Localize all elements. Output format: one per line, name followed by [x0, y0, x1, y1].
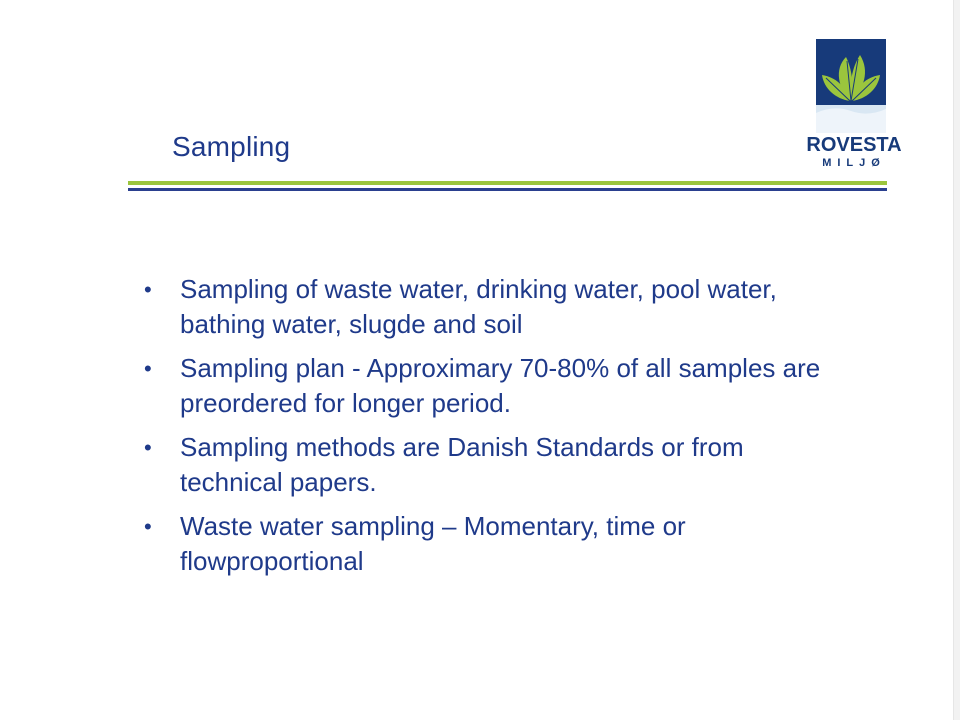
bullet-item	[140, 509, 840, 579]
bullet-text: Sampling plan - Approximary 70-80% of all samples are preordered for longer period.	[180, 353, 821, 418]
bullet-list	[140, 272, 840, 588]
slide-title: Sampling	[172, 131, 291, 162]
bullet-icon: •	[144, 435, 152, 460]
bullet-icon: •	[144, 277, 152, 302]
bullet-item	[140, 351, 840, 421]
logo-name: ROVESTA	[806, 134, 902, 156]
rovesta-logo	[800, 39, 910, 179]
bullet-text: Sampling methods are Danish Standards or from technical papers.	[180, 432, 744, 497]
bullet-text: Waste water sampling – Momentary, time or flowproportional	[180, 511, 686, 576]
bullet-item	[140, 430, 840, 500]
bullet-icon: •	[144, 356, 152, 381]
bullet-icon: •	[144, 514, 152, 539]
logo-subtitle: MILJØ	[822, 157, 886, 169]
slide-edge	[953, 0, 960, 720]
leaf-logo-icon	[816, 39, 886, 133]
bullet-text: Sampling of waste water, drinking water, pool water, bathing water, slugde and soil	[180, 274, 777, 339]
bullet-item	[140, 272, 840, 342]
title-rule-blue	[128, 188, 887, 191]
title-rule-green	[128, 181, 887, 185]
